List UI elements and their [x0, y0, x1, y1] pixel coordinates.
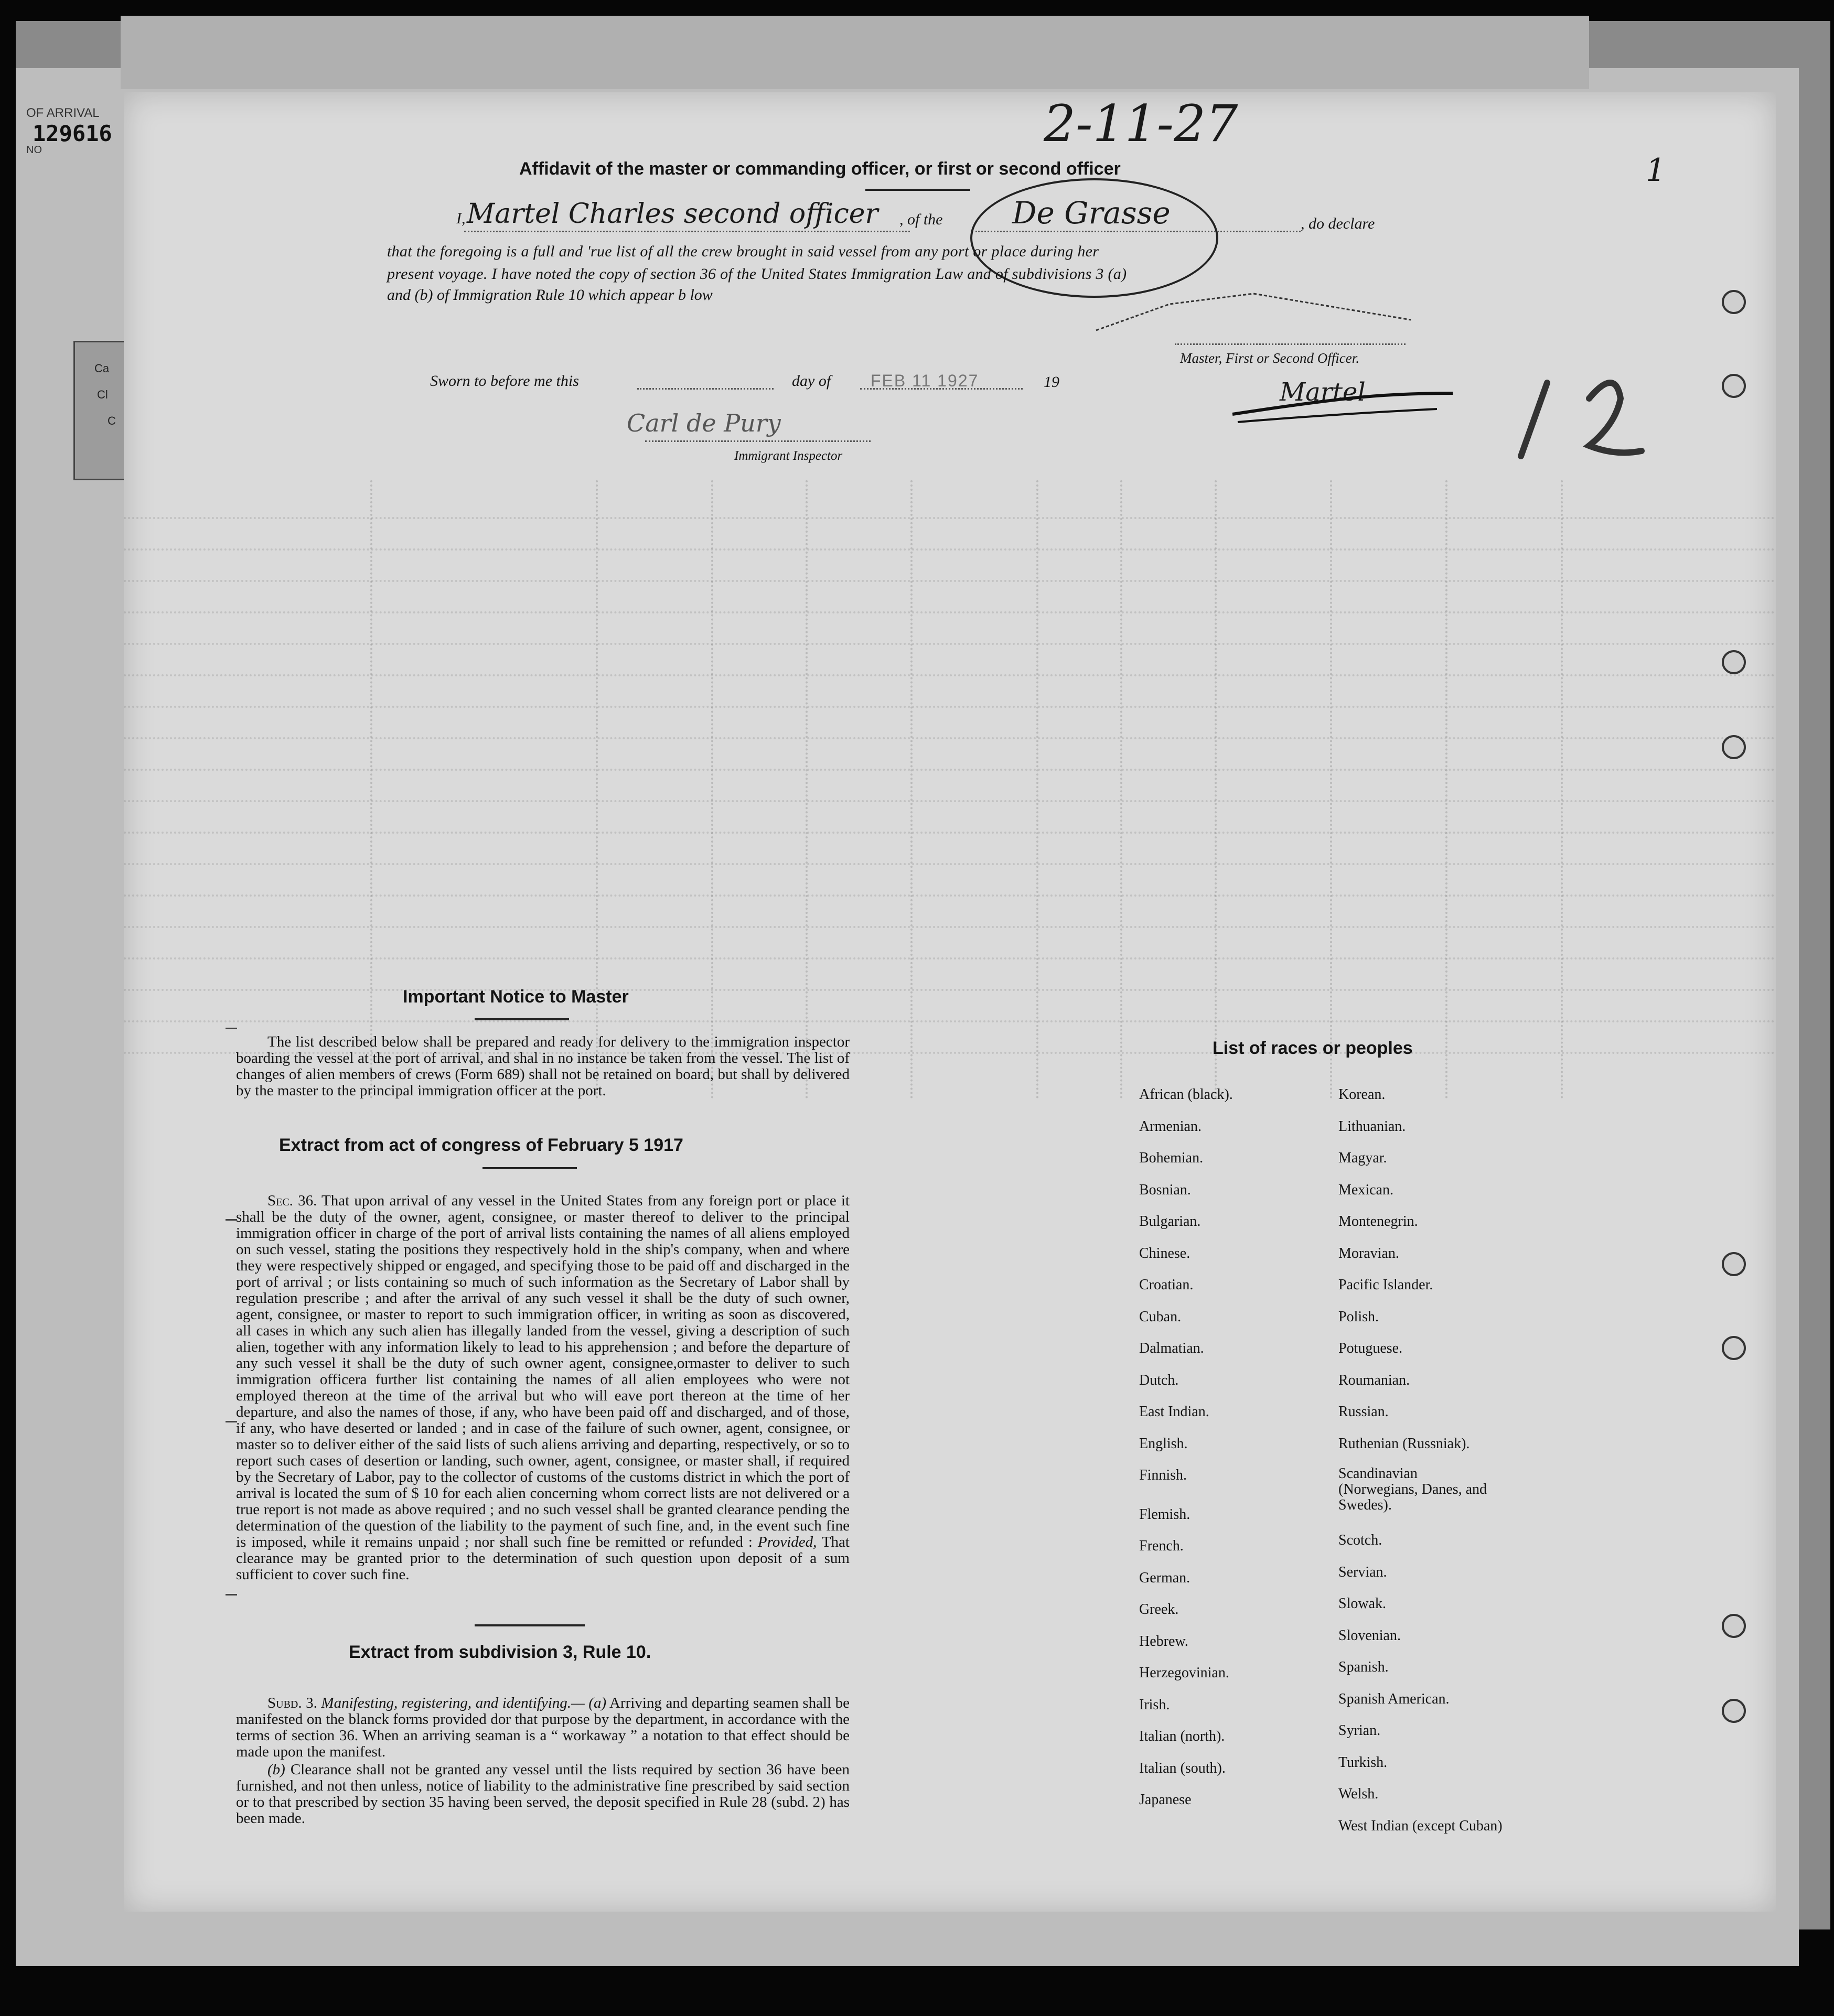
grid-line [124, 643, 1776, 645]
inspector-caption: Immigrant Inspector [734, 449, 843, 463]
grid-line [124, 926, 1776, 928]
extract2-subd-heading: Manifesting, registering, and identifying.— (a) [321, 1695, 607, 1711]
grid-line [124, 894, 1776, 897]
grid-line [1330, 480, 1332, 1099]
grid-line [124, 517, 1776, 519]
race-item: Finnish. [1139, 1467, 1187, 1483]
races-left-column [1139, 1079, 1233, 1809]
notice-text: The list described below shall be prepared and ready for delivery to the immigration inspector boarding the vessel at the port of arrival, and shal in no instance be taken from the vessel. The list of changes of alien members of crews (Form 689) shall not be retained on board, but shall by delivered by the master to the principal immigration officer at the port. [236, 1033, 850, 1099]
race-item: East Indian. [1139, 1404, 1209, 1420]
officer-caption: Master, First or Second Officer. [1180, 350, 1359, 366]
of-the-label: , of the [899, 211, 943, 228]
race-item: Chinese. [1139, 1245, 1191, 1262]
affidavit-line-3: present voyage. I have noted the copy of section 36 of the United States Immigration Law and of subdivisions 3 (a) [387, 265, 1127, 283]
race-item: Ruthenian (Russniak). [1338, 1435, 1470, 1452]
race-item: Croatian. [1139, 1277, 1194, 1293]
edge-tick [226, 1219, 237, 1221]
signature-flourish [1227, 383, 1458, 430]
punch-hole [1722, 1614, 1746, 1638]
race-item: African (black). [1139, 1086, 1233, 1103]
race-item: Pacific Islander. [1338, 1277, 1433, 1293]
grid-line [806, 480, 808, 1099]
sworn-date-line [860, 388, 1023, 390]
grid-line [1445, 480, 1447, 1099]
notice-rule [475, 1018, 569, 1020]
race-item: German. [1139, 1569, 1191, 1586]
grid-line [1561, 480, 1563, 1099]
grid-line [124, 611, 1776, 613]
edge-tick [226, 1594, 237, 1595]
grid-line [124, 957, 1776, 960]
corner-mark: 1 [1646, 152, 1666, 189]
extract1-title: Extract from act of congress of February 5 1917 [279, 1135, 683, 1155]
vessel-name: De Grasse [1012, 195, 1171, 231]
extract2-subd-label: Subd. 3. [267, 1695, 317, 1711]
race-item: French. [1139, 1538, 1184, 1554]
sworn-prefix: Sworn to before me this [430, 372, 579, 390]
extract1-text: That upon arrival of any vessel in the United States from any foreign port or place it shall be the duty of the owner, agent, consignee, or master thereof to deliver to the principal immigration officer in charge of the port of arrival lists containing the names of all aliens employed on such vessel, stating the positions they respectively hold in the ship's company, when and where they were respectively shipped or engaged, and specifying those to be paid off and discharged in the port of arrival ; or lists containing so much of such information as the Secretary of Labor shall by regulation prescribe ; and after the arrival of any such vessel it shall be the duty of such owner, agent, consignee, or master to report to such immigration officer, in writing as soon as discovered, all cases in which any such alien has illegally landed from the vessel, giving a description of such alien, together with any information likely to lead to his apprehension ; and before the departure of any such vessel it shall be the duty of such owner agent, consignee,ormaster to deliver to such immigration officera further list containing the names of all alien employees who were not employed thereon at the time of the arrival but who will eave port thereon at the time of her departure, and also the names of those, if any, who have been paid off and discharged, and of those, if any, who have deserted or landed ; and in case of the failure of such owner, agent, consignee, or master so to deliver either of the said lists of such aliens arriving and departing, respectively, or so to report such cases of desertion or landing, such owner, agent, consignee, or master shall, if required by the Secretary of Labor, pay to the collector of customs of the customs district in which the port of arrival is located the sum of $ 10 for each alien concerning whom correct lists are not delivered or a true report is not made as above required ; and no such vessel shall be granted clearance pending the determination of the question of the liability to the payment of such fine, and, in the event such fine is imposed, while it remains unpaid ; nor shall such fine be remitted or refunded : [236, 1192, 850, 1550]
extract1-provided: Provided, [757, 1534, 817, 1550]
race-item: Armenian. [1139, 1118, 1202, 1135]
grid-line [124, 706, 1776, 708]
race-item: Greek. [1139, 1601, 1179, 1618]
manifest-page [124, 92, 1776, 1912]
grid-line [124, 548, 1776, 551]
grid-line [124, 769, 1776, 771]
extract2-top-rule [475, 1624, 585, 1626]
grid-line [910, 480, 913, 1099]
notice-title: Important Notice to Master [403, 987, 629, 1007]
races-title: List of races or peoples [1213, 1038, 1413, 1058]
affidavit-title: Affidavit of the master or commanding officer, or first or second officer [519, 159, 1121, 179]
punch-hole [1722, 1252, 1746, 1276]
grid-line [1036, 480, 1038, 1099]
grid-line [124, 737, 1776, 739]
grid-line [711, 480, 713, 1099]
year-prefix: 19 [1044, 373, 1059, 391]
race-item: Lithuanian. [1338, 1118, 1406, 1135]
edge-tick [226, 1028, 237, 1029]
race-item: Moravian. [1338, 1245, 1399, 1262]
race-item: Herzegovinian. [1139, 1665, 1229, 1681]
race-item: Hebrew. [1139, 1633, 1188, 1650]
back-sheet-label: OF ARRIVAL [26, 106, 100, 120]
punch-hole [1722, 1699, 1746, 1723]
race-item: Syrian. [1338, 1722, 1381, 1739]
punch-hole [1722, 290, 1746, 314]
extract2-b-label: (b) [267, 1761, 285, 1778]
race-item: Polish. [1338, 1308, 1379, 1325]
race-item: Servian. [1338, 1564, 1387, 1580]
race-item: West Indian (except Cuban) [1338, 1817, 1503, 1834]
race-item: Mexican. [1338, 1181, 1393, 1198]
edge-tick [226, 1421, 237, 1422]
races-right-column [1338, 1079, 1503, 1842]
grid-line [370, 480, 372, 1099]
race-item: Flemish. [1139, 1506, 1191, 1523]
race-item: Slovenian. [1338, 1627, 1401, 1644]
declarant-name: Martel Charles second officer [467, 198, 878, 230]
officer-signature: Martel [1280, 378, 1366, 407]
punch-hole [1722, 374, 1746, 398]
extract2-text-a: Arriving and departing seamen shall be manifested on the blanck forms provided dor that purpose by the department, in accordance with the terms of section 36. When an arriving seaman is a “ workaway ” a notation to that effect should be made upon the manifest. [236, 1695, 850, 1760]
handwritten-date: 2-11-27 [1044, 94, 1238, 153]
extract1-sec-label: Sec. 36. [267, 1192, 317, 1209]
officer-line [1175, 343, 1406, 345]
extract2-text-b: Clearance shall not be granted any vessel until the lists required by section 36 have been furnished, and not then unless, notice of liability to the administrative fine prescribed by said section or to that prescribed by section 35 having been served, the deposit specified in Rule 28 (subd. 2) has been made. [236, 1761, 850, 1827]
punch-hole [1722, 650, 1746, 674]
race-item: Roumanian. [1338, 1372, 1410, 1388]
inspector-line [645, 440, 871, 442]
race-item: Spanish American. [1338, 1690, 1450, 1707]
race-item: Turkish. [1338, 1754, 1388, 1771]
vessel-underline [975, 231, 1301, 232]
officer-signature-mark [1075, 283, 1442, 336]
stamp-number: 129616 [33, 121, 112, 146]
race-item: Welsh. [1338, 1786, 1379, 1802]
title-rule [865, 189, 970, 191]
name-underline [464, 231, 910, 232]
race-item: Bosnian. [1139, 1181, 1191, 1198]
punch-hole [1722, 735, 1746, 759]
extract2-body-b [236, 1762, 850, 1827]
race-item: Irish. [1139, 1696, 1170, 1713]
grid-line [124, 863, 1776, 865]
race-item: Slowak. [1338, 1595, 1386, 1612]
extract1-body [236, 1193, 850, 1583]
declarant-prefix: I, [456, 210, 466, 227]
affidavit-line-4: and (b) of Immigration Rule 10 which appear b low [387, 286, 713, 304]
race-item: Spanish. [1338, 1659, 1389, 1675]
affidavit-line-2: that the foregoing is a full and 'rue list of all the crew brought in said vessel from any port or place during her [387, 243, 1099, 260]
race-item: Bulgarian. [1139, 1213, 1201, 1230]
extract1-rule [482, 1167, 577, 1169]
grid-line [124, 832, 1776, 834]
race-item: Scotch. [1338, 1532, 1382, 1548]
grid-line [124, 989, 1776, 991]
back-sheet-label2: NO [26, 144, 42, 156]
grid-line [124, 800, 1776, 802]
race-item: Magyar. [1338, 1150, 1387, 1166]
extract2-title: Extract from subdivision 3, Rule 10. [349, 1642, 651, 1662]
punch-hole [1722, 1336, 1746, 1360]
race-item: Russian. [1338, 1404, 1389, 1420]
top-sheet-edge [121, 16, 1589, 89]
side-card-letter-3: C [108, 414, 116, 427]
grid-line [124, 580, 1776, 582]
grid-line [1120, 480, 1122, 1099]
race-item: Dutch. [1139, 1372, 1179, 1388]
sworn-day-line [637, 388, 774, 390]
race-item: Italian (south). [1139, 1760, 1226, 1776]
grid-line [124, 674, 1776, 676]
extract2-body-a [236, 1695, 850, 1760]
inspector-signature: Carl de Pury [627, 409, 781, 437]
race-item: Dalmatian. [1139, 1340, 1204, 1356]
big-handwritten-number [1510, 367, 1657, 467]
race-item: Japanese [1139, 1792, 1192, 1808]
race-item: Montenegrin. [1338, 1213, 1418, 1230]
race-item: Bohemian. [1139, 1150, 1204, 1166]
extract1-text-end: That clearance may be granted prior to the determination of such question upon deposit of a sum sufficient to cover such fine. [236, 1534, 850, 1583]
race-item: Korean. [1338, 1086, 1386, 1103]
day-of-label: day of [792, 372, 831, 390]
side-card-letter-1: Ca [94, 362, 110, 375]
race-item: Cuban. [1139, 1308, 1182, 1325]
stamped-date: FEB 11 1927 [871, 371, 979, 390]
grid-line [124, 1020, 1776, 1022]
do-declare-label: , do declare [1301, 215, 1375, 232]
side-card-letter-2: Cl [97, 388, 108, 401]
race-item: Scandinavian (Norwegians, Danes, and Swedes). [1338, 1465, 1487, 1513]
race-item: English. [1139, 1435, 1188, 1452]
race-item: Italian (north). [1139, 1728, 1225, 1744]
grid-line [1215, 480, 1217, 1099]
race-item: Potuguese. [1338, 1340, 1403, 1356]
